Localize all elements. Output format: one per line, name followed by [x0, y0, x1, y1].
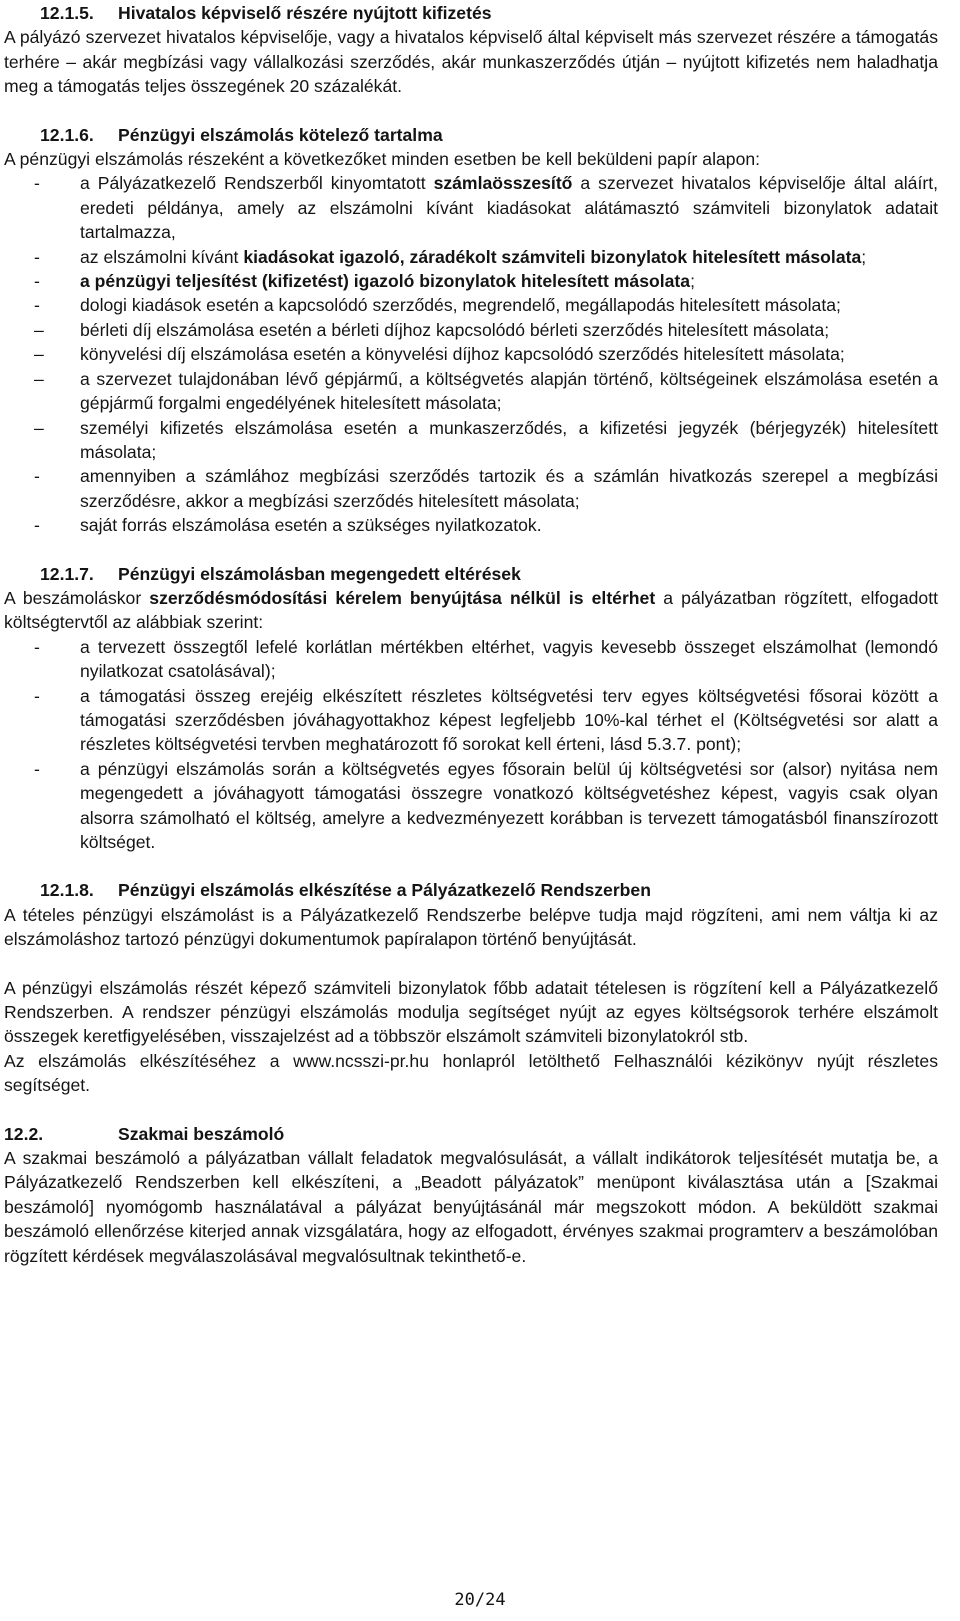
- section-number: 12.1.5.: [40, 3, 94, 23]
- bullet-dash: -: [34, 758, 40, 779]
- bullet-dash: -: [34, 271, 40, 292]
- heading-12-2: [4, 1122, 938, 1146]
- text-run: a pályázatban rögzített, elfogadott költségtervtől az alábbiak szerint:: [4, 587, 938, 633]
- list-item: [4, 367, 938, 416]
- text-run: ;: [690, 271, 695, 292]
- section-title: Szakmai beszámoló: [118, 1123, 285, 1144]
- text-run: a Pályázatkezelő Rendszerből kinyomtatott: [80, 173, 434, 194]
- page-number: 20/24: [454, 1590, 506, 1610]
- paragraph: A pénzügyi elszámolás részét képező számviteli bizonylatok főbb adatait tételesen is rögzítení kell a Pályázatkezelő Rendszerben. A rendszer pénzügyi elszámolás modulja segítséget nyújt az egyes költségsorok terhére elszámolt összegek keretfigyelésében, visszajelzést ad a többször elszámolt számviteli bizonylatokról stb.: [4, 977, 938, 1047]
- paragraph: A pénzügyi elszámolás részeként a következőket minden esetben be kell beküldeni papír alapon:: [4, 149, 761, 170]
- text-run: a pénzügyi elszámolás során a költségvetés egyes fősorain belül új költségvetési sor (alsor) nyitása nem megengedett a jóváhagyott támogatási összegre vonatkozó költségvetéshez képest, vagyis csak olyan alsorra számolható el költség, amelyre a kedvezményezett korábban is tervezett támogatásból finanszírozott költséget.: [80, 758, 938, 852]
- text-run: bérleti díj elszámolása esetén a bérleti díjhoz kapcsolódó bérleti szerződés hitelesített másolata;: [80, 319, 830, 340]
- heading-12-1-7: [4, 562, 938, 586]
- bold-text: szerződésmódosítási kérelem benyújtása nélkül is eltérhet: [149, 587, 656, 608]
- section-title: Pénzügyi elszámolás kötelező tartalma: [118, 124, 443, 145]
- bullet-dash: -: [34, 515, 40, 536]
- section-title: Hivatalos képviselő részére nyújtott kifizetés: [118, 3, 492, 23]
- deviations-list: [4, 635, 938, 855]
- text-run: a szervezet tulajdonában lévő gépjármű, a költségvetés alapján történő, költségeinek elszámolása esetén a gépjármű forgalmi engedélyének hitelesített másolata;: [80, 368, 938, 414]
- paragraph: Az elszámolás elkészítéséhez a www.ncsszi-pr.hu honlapról letölthető Felhasználói kézikönyv nyújt részletes segítséget.: [4, 1050, 938, 1096]
- bullet-dash: -: [34, 636, 40, 657]
- paragraph: A szakmai beszámoló a pályázatban vállalt feladatok megvalósulását, a vállalt indikátorok teljesítését mutatja be, a Pályázatkezelő Rendszerben kell elkészíteni, a „Beadott pályázatok” menüpont kiválasztása után a [Szakmai beszámoló] nyomógomb használatával a pályázat benyújtásánál már megszokott módon. A beküldött szakmai beszámoló ellenőrzése kiterjed annak vizsgálatára, hogy az elfogadott, érvényes szakmai programterv a beszámolóban rögzített kérdések megválaszolásával megvalósultnak tekinthető-e.: [4, 1148, 938, 1266]
- list-item: [4, 269, 938, 293]
- bullet-dash: -: [34, 246, 40, 267]
- heading-12-1-6: [4, 123, 938, 147]
- section-title: Pénzügyi elszámolás elkészítése a Pályázatkezelő Rendszerben: [118, 880, 651, 901]
- list-item: [4, 318, 938, 342]
- text-run: könyvelési díj elszámolása esetén a könyvelési díjhoz kapcsolódó szerződés hitelesített másolata;: [80, 344, 845, 365]
- bold-text: a pénzügyi teljesítést (kifizetést) igazoló bizonylatok hitelesített másolata: [80, 271, 691, 292]
- text-run: amennyiben a számlához megbízási szerződés tartozik és a számlán hivatkozás szerepel a megbízási szerződésre, akkor a megbízási szerződés hitelesített másolata;: [80, 466, 938, 511]
- section-number: 12.1.6.: [40, 124, 94, 145]
- heading-12-1-8: [4, 878, 938, 902]
- bullet-dash: –: [34, 417, 44, 438]
- bullet-dash: -: [34, 466, 40, 487]
- text-run: a támogatási összeg erejéig elkészített részletes költségvetési terv egyes költségvetési fősorai között a támogatási szerződésben jóváhagyottakhoz képest legfeljebb 10%-kal térhet el (Költségvetési sor alatt a részletes költségvetési tervben meghatározott fő sorokat kell érteni, lásd 5.3.7. pont);: [80, 685, 938, 755]
- bullet-dash: –: [34, 319, 44, 340]
- section-number: 12.1.7.: [40, 563, 94, 584]
- requirements-list: [4, 171, 938, 537]
- list-item: [4, 245, 938, 269]
- bold-text: számlaösszesítő: [433, 173, 573, 194]
- list-item: [4, 684, 938, 757]
- paragraph: A pályázó szervezet hivatalos képviselője, vagy a hivatalos képviselő által képviselt más szervezet részére a támogatás terhére – akár megbízási vagy vállalkozási szerződés, akár munkaszerződés útján – nyújtott kifizetés nem haladhatja meg a támogatás teljes összegének 20 százalékát.: [4, 27, 938, 97]
- section-number: 12.1.8.: [40, 880, 94, 901]
- text-run: személyi kifizetés elszámolása esetén a munkaszerződés, a kifizetési jegyzék (bérjegyzék) hitelesített másolata;: [80, 417, 938, 462]
- text-run: dologi kiadások esetén a kapcsolódó szerződés, megrendelő, megállapodás hitelesített másolata;: [80, 295, 841, 316]
- list-item: [4, 757, 938, 855]
- bullet-dash: –: [34, 368, 44, 389]
- bullet-dash: -: [34, 685, 40, 706]
- bullet-dash: –: [34, 344, 44, 365]
- text-run: az elszámolni kívánt: [80, 246, 244, 267]
- text-run: a szervezet hivatalos képviselője által aláírt, eredeti példánya, amely az elszámolni kívánt kiadásokat alátámasztó számviteli bizonylatok adatait tartalmazza,: [80, 173, 938, 243]
- list-item: [4, 416, 938, 465]
- section-title: Pénzügyi elszámolásban megengedett eltérések: [118, 563, 521, 584]
- text-run: saját forrás elszámolása esetén a szükséges nyilatkozatok.: [80, 515, 542, 536]
- paragraph: [4, 586, 938, 635]
- bullet-dash: -: [34, 295, 40, 316]
- list-item: [4, 342, 938, 366]
- text-run: ;: [861, 246, 867, 267]
- list-item: [4, 635, 938, 684]
- bullet-dash: -: [34, 173, 40, 194]
- list-item: [4, 513, 938, 537]
- section-number: 12.2.: [4, 1123, 44, 1144]
- heading-12-1-5: [4, 1, 938, 25]
- list-item: [4, 293, 938, 317]
- bold-text: kiadásokat igazoló, záradékolt számviteli bizonylatok hitelesített másolata: [243, 246, 862, 267]
- list-item: [4, 464, 938, 513]
- text-run: A beszámoláskor: [4, 587, 150, 608]
- paragraph: A tételes pénzügyi elszámolást is a Pályázatkezelő Rendszerbe belépve tudja majd rögzíteni, ami nem váltja ki az elszámoláshoz tartozó pénzügyi dokumentumok papíralapon történő benyújtását.: [4, 904, 938, 950]
- text-run: a tervezett összegtől lefelé korlátlan mértékben eltérhet, vagyis kevesebb összeget elszámolhat (lemondó nyilatkozat csatolásával);: [80, 636, 938, 682]
- list-item: [4, 171, 938, 244]
